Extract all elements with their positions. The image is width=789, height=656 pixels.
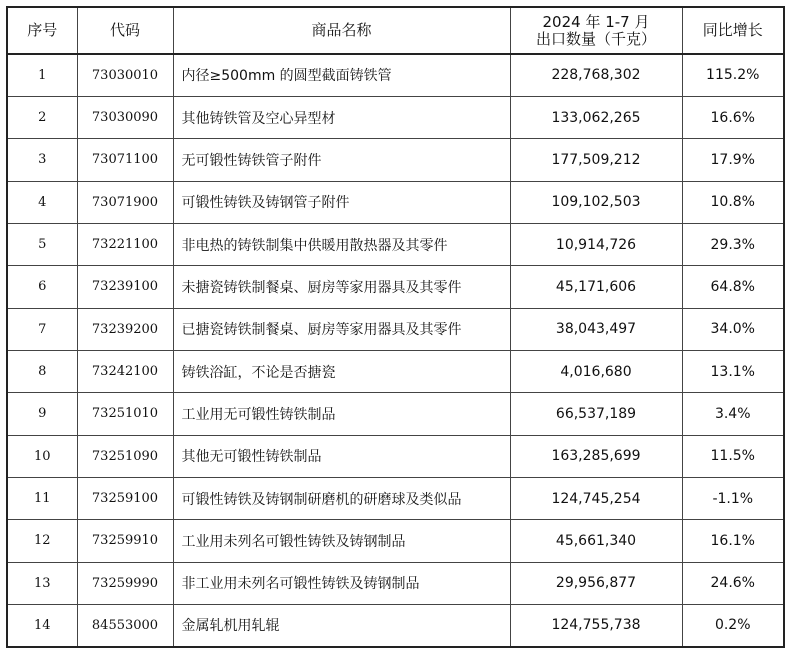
row-index-cell: 4 bbox=[7, 181, 77, 223]
header-export-quantity-period: 2024 年 1-7 月 bbox=[542, 12, 650, 31]
table-row bbox=[7, 308, 784, 350]
row-export-quantity-cell: 177,509,212 bbox=[510, 139, 682, 181]
row-export-quantity-cell: 109,102,503 bbox=[510, 181, 682, 223]
row-code-cell: 73221100 bbox=[77, 223, 173, 265]
table-row bbox=[7, 604, 784, 646]
table-row bbox=[7, 54, 784, 96]
row-code-cell: 73030010 bbox=[77, 54, 173, 96]
row-product-name-cell: 工业用无可锻性铸铁制品 bbox=[173, 393, 510, 435]
row-export-quantity-cell: 29,956,877 bbox=[510, 562, 682, 604]
row-product-name-cell: 未搪瓷铸铁制餐桌、厨房等家用器具及其零件 bbox=[173, 266, 510, 308]
row-product-name-cell: 铸铁浴缸，不论是否搪瓷 bbox=[173, 350, 510, 392]
row-index-cell: 12 bbox=[7, 520, 77, 562]
row-export-quantity-cell: 124,745,254 bbox=[510, 477, 682, 519]
row-code-cell: 73259990 bbox=[77, 562, 173, 604]
row-export-quantity-cell: 228,768,302 bbox=[510, 54, 682, 96]
row-yoy-growth-cell: 115.2% bbox=[682, 54, 784, 96]
export-table-container bbox=[6, 6, 783, 648]
row-yoy-growth-cell: 13.1% bbox=[682, 350, 784, 392]
row-code-cell: 73030090 bbox=[77, 96, 173, 138]
row-index-cell: 8 bbox=[7, 350, 77, 392]
row-code-cell: 73251090 bbox=[77, 435, 173, 477]
table-body bbox=[7, 54, 784, 647]
row-index-cell: 14 bbox=[7, 604, 77, 646]
row-code-cell: 73239100 bbox=[77, 266, 173, 308]
row-yoy-growth-cell: 17.9% bbox=[682, 139, 784, 181]
row-product-name-cell: 非工业用未列名可锻性铸铁及铸钢制品 bbox=[173, 562, 510, 604]
table-row bbox=[7, 139, 784, 181]
row-product-name-cell: 非电热的铸铁制集中供暖用散热器及其零件 bbox=[173, 223, 510, 265]
row-code-cell: 73239200 bbox=[77, 308, 173, 350]
row-code-cell: 73242100 bbox=[77, 350, 173, 392]
row-index-cell: 2 bbox=[7, 96, 77, 138]
row-index-cell: 5 bbox=[7, 223, 77, 265]
header-index: 序号 bbox=[7, 7, 77, 54]
row-yoy-growth-cell: 3.4% bbox=[682, 393, 784, 435]
row-export-quantity-cell: 133,062,265 bbox=[510, 96, 682, 138]
row-index-cell: 11 bbox=[7, 477, 77, 519]
row-index-cell: 1 bbox=[7, 54, 77, 96]
row-product-name-cell: 已搪瓷铸铁制餐桌、厨房等家用器具及其零件 bbox=[173, 308, 510, 350]
table-header bbox=[7, 7, 784, 54]
table-row bbox=[7, 562, 784, 604]
table-row bbox=[7, 350, 784, 392]
row-code-cell: 73259910 bbox=[77, 520, 173, 562]
row-index-cell: 7 bbox=[7, 308, 77, 350]
row-export-quantity-cell: 45,661,340 bbox=[510, 520, 682, 562]
header-export-quantity bbox=[510, 7, 682, 54]
header-export-quantity-unit: 出口数量（千克） bbox=[535, 29, 656, 48]
header-product-name: 商品名称 bbox=[173, 7, 510, 54]
row-code-cell: 84553000 bbox=[77, 604, 173, 646]
table-row bbox=[7, 96, 784, 138]
table-row bbox=[7, 266, 784, 308]
row-product-name-cell: 其他无可锻性铸铁制品 bbox=[173, 435, 510, 477]
row-product-name-cell: 内径≥500mm 的圆型截面铸铁管 bbox=[173, 54, 510, 96]
header-code: 代码 bbox=[77, 7, 173, 54]
row-product-name-cell: 工业用未列名可锻性铸铁及铸钢制品 bbox=[173, 520, 510, 562]
row-export-quantity-cell: 66,537,189 bbox=[510, 393, 682, 435]
row-index-cell: 13 bbox=[7, 562, 77, 604]
row-yoy-growth-cell: 11.5% bbox=[682, 435, 784, 477]
header-yoy-growth: 同比增长 bbox=[682, 7, 784, 54]
table-row bbox=[7, 393, 784, 435]
row-export-quantity-cell: 10,914,726 bbox=[510, 223, 682, 265]
row-code-cell: 73259100 bbox=[77, 477, 173, 519]
row-yoy-growth-cell: 29.3% bbox=[682, 223, 784, 265]
row-product-name-cell: 金属轧机用轧辊 bbox=[173, 604, 510, 646]
row-yoy-growth-cell: 34.0% bbox=[682, 308, 784, 350]
row-yoy-growth-cell: 64.8% bbox=[682, 266, 784, 308]
row-index-cell: 9 bbox=[7, 393, 77, 435]
row-export-quantity-cell: 38,043,497 bbox=[510, 308, 682, 350]
table-row bbox=[7, 181, 784, 223]
row-code-cell: 73071100 bbox=[77, 139, 173, 181]
row-index-cell: 3 bbox=[7, 139, 77, 181]
row-code-cell: 73071900 bbox=[77, 181, 173, 223]
row-index-cell: 10 bbox=[7, 435, 77, 477]
table-row bbox=[7, 477, 784, 519]
row-yoy-growth-cell: 10.8% bbox=[682, 181, 784, 223]
row-yoy-growth-cell: 0.2% bbox=[682, 604, 784, 646]
row-product-name-cell: 其他铸铁管及空心异型材 bbox=[173, 96, 510, 138]
export-table bbox=[6, 6, 785, 648]
row-yoy-growth-cell: 24.6% bbox=[682, 562, 784, 604]
row-yoy-growth-cell: 16.6% bbox=[682, 96, 784, 138]
row-product-name-cell: 可锻性铸铁及铸钢管子附件 bbox=[173, 181, 510, 223]
row-export-quantity-cell: 124,755,738 bbox=[510, 604, 682, 646]
row-product-name-cell: 无可锻性铸铁管子附件 bbox=[173, 139, 510, 181]
table-row bbox=[7, 223, 784, 265]
row-export-quantity-cell: 163,285,699 bbox=[510, 435, 682, 477]
header-row bbox=[7, 7, 784, 54]
row-product-name-cell: 可锻性铸铁及铸钢制研磨机的研磨球及类似品 bbox=[173, 477, 510, 519]
table-row bbox=[7, 520, 784, 562]
row-export-quantity-cell: 4,016,680 bbox=[510, 350, 682, 392]
table-row bbox=[7, 435, 784, 477]
row-yoy-growth-cell: -1.1% bbox=[682, 477, 784, 519]
row-code-cell: 73251010 bbox=[77, 393, 173, 435]
row-yoy-growth-cell: 16.1% bbox=[682, 520, 784, 562]
row-index-cell: 6 bbox=[7, 266, 77, 308]
row-export-quantity-cell: 45,171,606 bbox=[510, 266, 682, 308]
